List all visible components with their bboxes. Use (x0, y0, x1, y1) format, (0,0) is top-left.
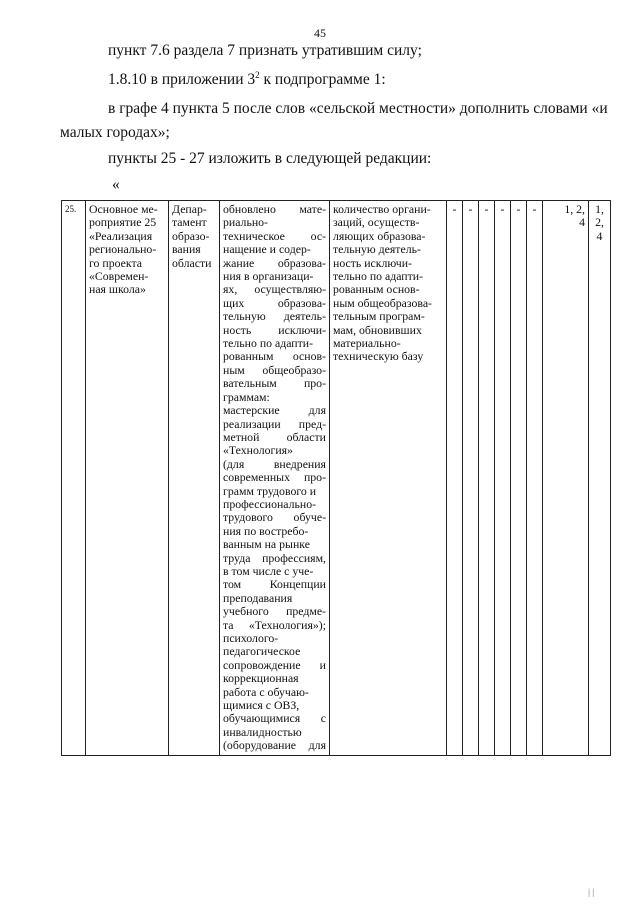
cell-value-5: - (511, 201, 527, 756)
cell-line: ния в организаци- (223, 269, 314, 284)
cell-line: Депар- (172, 202, 207, 216)
cell-line: техническую базу (333, 349, 424, 364)
cell-value-4: - (495, 201, 511, 756)
cell-line: обучающимися с (223, 711, 326, 726)
paragraph-5: пункты 25 - 27 изложить в следующей редакции: (108, 150, 432, 167)
cell-line: ным общеобразова- (333, 295, 432, 310)
cell-line: трудового обуче- (223, 510, 326, 525)
cell-line: 2, (595, 215, 604, 230)
cell-line: «Современ- (89, 269, 149, 284)
cell-line: ность исключи- (223, 322, 326, 337)
cell-line: мастерские для (223, 403, 326, 418)
cell-line: в том числе с уче- (223, 563, 314, 578)
cell-line: ность исключи- (333, 255, 412, 270)
cell-line: реализации пред- (223, 416, 326, 431)
cell-event (86, 201, 169, 756)
cell-line: риально- (223, 215, 268, 230)
cell-line: «Технология» (223, 443, 293, 458)
cell-executor (169, 201, 220, 756)
cell-line: та «Технология»); (223, 617, 326, 632)
cell-line: заций, осуществ- (333, 215, 420, 230)
cell-line: современных про- (223, 470, 326, 485)
cell-line: инвалидностью (223, 724, 302, 739)
cell-line: (для внедрения (223, 456, 326, 471)
paragraph-1: пункт 7.6 раздела 7 признать утратившим силу; (108, 42, 422, 59)
paragraph-2-text: 1.8.10 в приложении 3 (108, 71, 256, 89)
cell-value-3: - (479, 201, 495, 756)
cell-line: 4 (596, 228, 603, 243)
cell-line: коррекционная (223, 671, 299, 686)
cell-line: рованным основ- (223, 349, 326, 364)
paragraph-2-tail: к подпрограмме 1: (259, 71, 386, 89)
cell-line: работа с обучаю- (223, 684, 309, 699)
cell-line: вания (172, 242, 201, 257)
cell-line: вательным про- (223, 376, 326, 391)
cell-line: роприятие 25 (89, 215, 157, 230)
cell-line: техническое ос- (223, 228, 326, 243)
cell-line: сопровождение и (223, 657, 326, 672)
table-row (62, 201, 611, 756)
cell-line: ная школа» (89, 282, 146, 297)
cell-line: ным общеобразо- (223, 362, 326, 377)
cell-line: обновлено мате- (223, 202, 326, 216)
cell-indicator (330, 201, 447, 756)
cell-line: Основное ме- (89, 202, 158, 216)
cell-description (220, 201, 330, 756)
paragraph-4: малых городах»; (60, 124, 170, 141)
cell-line: педагогическое (223, 644, 301, 659)
cell-tasks (543, 201, 589, 756)
cell-line: психолого- (223, 631, 279, 645)
cell-line: тамент (172, 215, 207, 230)
cell-line: (оборудование для (223, 738, 326, 753)
opening-quote: « (112, 176, 120, 193)
cell-line: тельно по адапти- (333, 269, 424, 284)
cell-line: области (172, 255, 212, 270)
cell-line: количество органи- (333, 202, 431, 216)
cell-value-6: - (527, 201, 543, 756)
cell-line: регионально- (89, 242, 157, 257)
cell-line: тельную деятель- (223, 309, 326, 324)
cell-line: метной области (223, 429, 326, 444)
cell-line: труда профессиям, (223, 550, 326, 565)
cell-line: нащение и содер- (223, 242, 311, 257)
cell-line: мам, обновивших (333, 322, 422, 337)
superscript: 2 (255, 70, 260, 80)
paragraph-2 (108, 70, 386, 89)
cell-line: тельно по адапти- (223, 336, 314, 351)
cell-line: грамм трудового и (223, 483, 317, 498)
cell-line: ванным на рынке (223, 537, 310, 552)
cell-line: ляющих образова- (333, 228, 426, 243)
cell-line: том Концепции (223, 577, 326, 592)
cell-line: материально- (333, 336, 401, 351)
cell-value-2: - (463, 201, 479, 756)
cell-indicators (589, 201, 611, 756)
cell-line: 4 (579, 215, 585, 230)
cell-line: тельным програм- (333, 309, 425, 324)
cell-line: жание образова- (223, 255, 326, 270)
cell-line: 1, (595, 202, 604, 216)
corner-marks: | | (588, 887, 594, 897)
cell-line: «Реализация (89, 228, 153, 243)
program-table (61, 200, 611, 756)
cell-line: профессионально- (223, 496, 317, 511)
cell-number: 25. (62, 201, 86, 756)
cell-line: учебного предме- (223, 604, 326, 619)
cell-line: щимися с ОВЗ, (223, 698, 300, 713)
page-number: 45 (314, 26, 326, 40)
cell-line: ния по востребо- (223, 523, 309, 538)
cell-line: преподавания (223, 590, 293, 605)
cell-line: 1, 2, (564, 202, 585, 216)
cell-line: граммам: (223, 389, 270, 404)
cell-line: образо- (172, 228, 210, 243)
cell-line: рованным основ- (333, 282, 420, 297)
cell-line: ях, осуществляю- (223, 282, 326, 297)
cell-value-1: - (447, 201, 463, 756)
paragraph-3: в графе 4 пункта 5 после слов «сельской местности» дополнить словами «и (108, 100, 608, 117)
cell-line: щих образова- (223, 295, 326, 310)
cell-line: тельную деятель- (333, 242, 421, 257)
cell-line: го проекта (89, 255, 142, 270)
